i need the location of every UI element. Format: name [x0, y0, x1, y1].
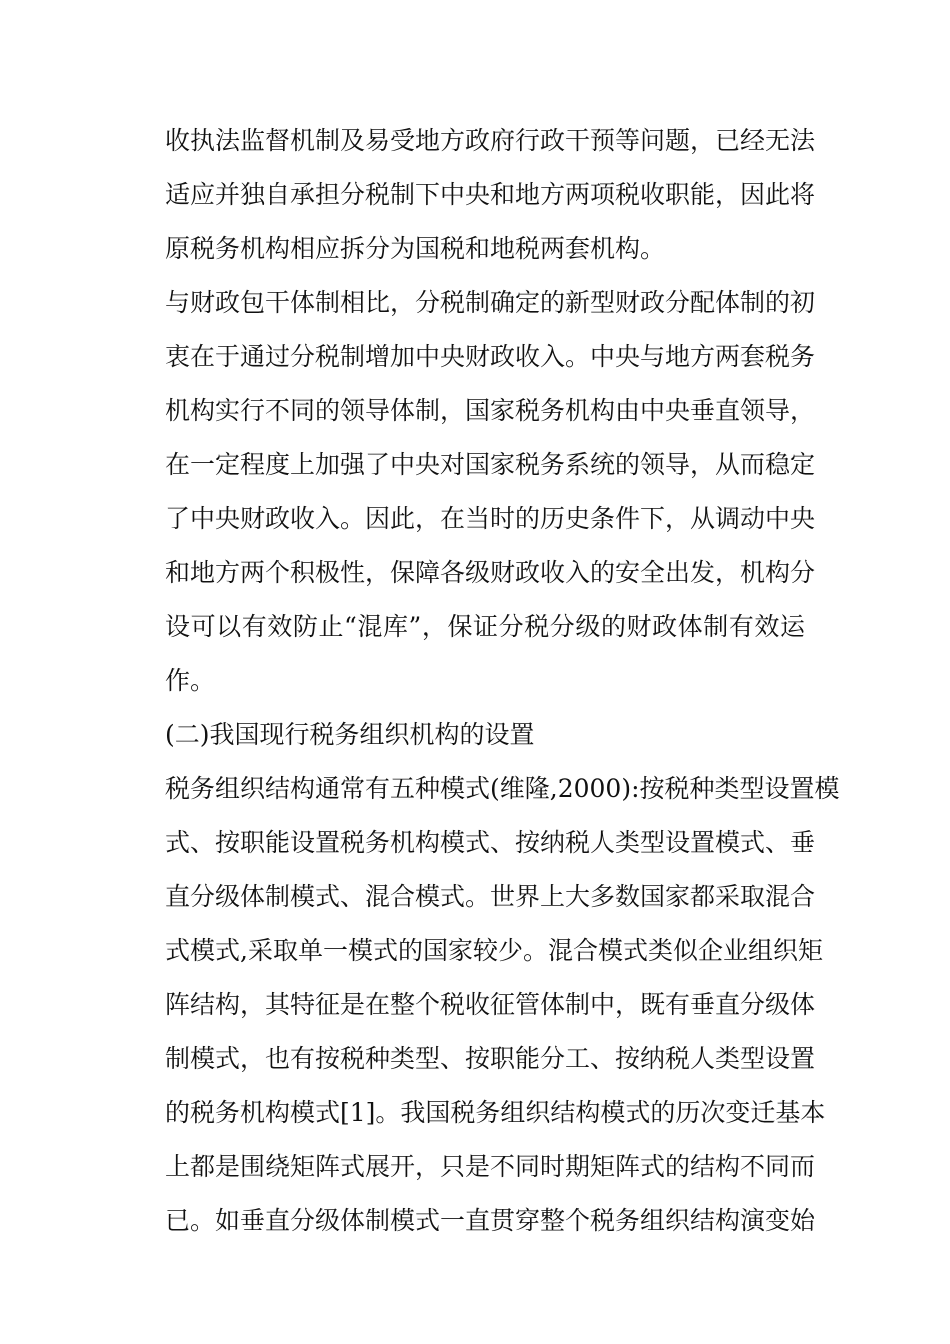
text-line: 衷在于通过分税制增加中央财政收入。中央与地方两套税务: [165, 342, 816, 371]
text-line: 的税务机构模式[1]。我国税务组织结构模式的历次变迁基本: [165, 1098, 826, 1127]
text-line: 式、按职能设置税务机构模式、按纳税人类型设置模式、垂: [165, 828, 816, 857]
text-line: 上都是围绕矩阵式展开，只是不同时期矩阵式的结构不同而: [165, 1152, 816, 1181]
text-line: 直分级体制模式、混合模式。世界上大多数国家都采取混合: [165, 882, 816, 911]
body-text: [165, 114, 840, 1248]
text-line: 已。如垂直分级体制模式一直贯穿整个税务组织结构演变始: [165, 1206, 816, 1235]
section-heading: (二)我国现行税务组织机构的设置: [165, 720, 535, 749]
text-line: 原税务机构相应拆分为国税和地税两套机构。: [165, 234, 666, 263]
text-line: 与财政包干体制相比，分税制确定的新型财政分配体制的初: [165, 288, 816, 317]
text-line: 适应并独自承担分税制下中央和地方两项税收职能，因此将: [165, 180, 816, 209]
text-line: 了中央财政收入。因此，在当时的历史条件下，从调动中央: [165, 504, 816, 533]
text-line: 阵结构，其特征是在整个税收征管体制中，既有垂直分级体: [165, 990, 816, 1019]
text-line: 作。: [165, 666, 216, 695]
text-line: 式模式,采取单一模式的国家较少。混合模式类似企业组织矩: [165, 936, 823, 965]
text-line: 税务组织结构通常有五种模式(维隆,2000):按税种类型设置模: [165, 774, 840, 803]
text-line: 机构实行不同的领导体制，国家税务机构由中央垂直领导，: [165, 396, 816, 425]
text-line: 和地方两个积极性，保障各级财政收入的安全出发，机构分: [165, 558, 816, 587]
text-line: 收执法监督机制及易受地方政府行政干预等问题，已经无法: [165, 126, 816, 155]
text-line: 制模式，也有按税种类型、按职能分工、按纳税人类型设置: [165, 1044, 816, 1073]
text-line: 在一定程度上加强了中央对国家税务系统的领导，从而稳定: [165, 450, 816, 479]
text-line: 设可以有效防止“混库”，保证分税分级的财政体制有效运: [165, 612, 805, 641]
